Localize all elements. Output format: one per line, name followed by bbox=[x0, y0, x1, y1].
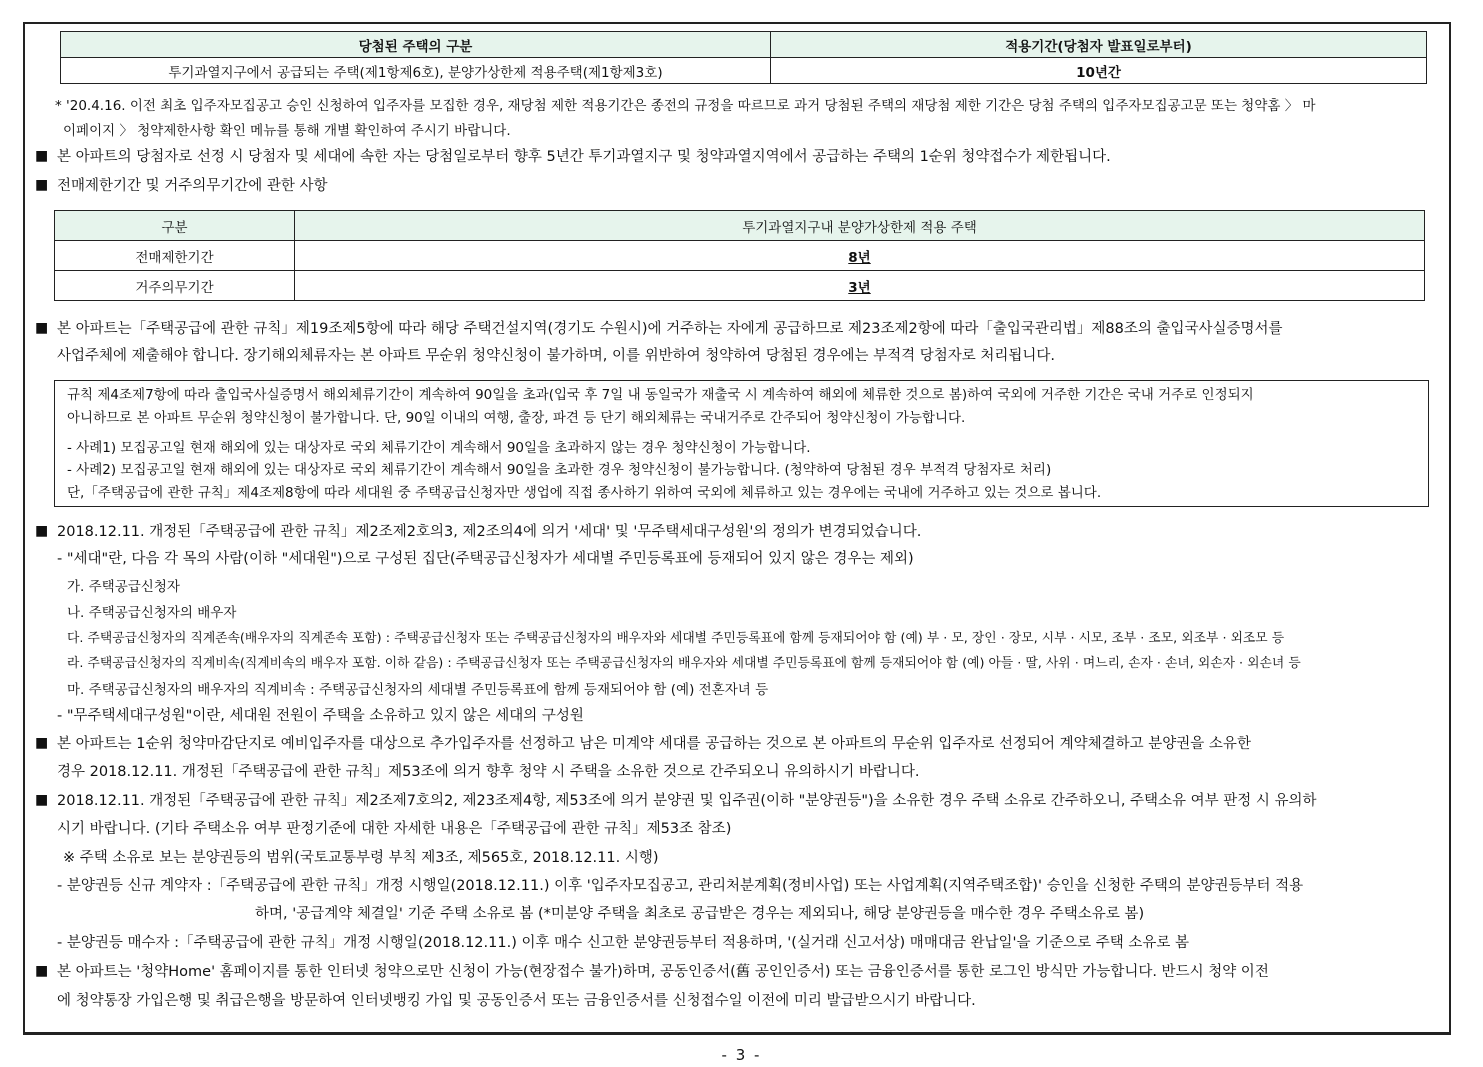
paragraph-p1: 본 아파트의 당첨자로 선정 시 당첨자 및 세대에 속한 자는 당첨일로부터 향후 5년간 투기과열지구 및 청약과열지역에서 공급하는 주택의 1순위 청약접수가 제한됩니다. bbox=[57, 149, 1111, 165]
table2-header-housing: 투기과열지구내 분양가상한제 적용 주택 bbox=[295, 211, 1425, 241]
p4-sub-nonowner: - "무주택세대구성원"이란, 세대원 전원이 주택을 소유하고 있지 않은 세대의 구성원 bbox=[57, 708, 584, 724]
paragraph-p2: 전매제한기간 및 거주의무기간에 관한 사항 bbox=[57, 178, 328, 194]
bullet-p6: ■ bbox=[35, 792, 49, 808]
table-row bbox=[55, 271, 1425, 301]
table2-header-category: 구분 bbox=[55, 211, 295, 241]
table1-header-period: 적용기간(당첨자 발표일로부터) bbox=[771, 32, 1427, 58]
paragraph-p5-line1: 본 아파트는 1순위 청약마감단지로 예비입주자를 대상으로 추가입주자를 선정하고 남은 미계약 세대를 공급하는 것으로 본 아파트의 무순위 입주자로 선정되어 계약체결하고 분양권을 소유한 bbox=[57, 736, 1251, 752]
p4-sub-ma: 마. 주택공급신청자의 배우자의 직계비속 : 주택공급신청자의 세대별 주민등록표에 함께 등재되어야 함 (예) 전혼자녀 등 bbox=[67, 682, 769, 698]
table1-cell-category: 투기과열지구에서 공급되는 주택(제1항제6호), 분양가상한제 적용주택(제1항제3호) bbox=[61, 58, 771, 84]
table2-cell-resale-label: 전매제한기간 bbox=[55, 241, 295, 271]
paragraph-p6-line1: 2018.12.11. 개정된「주택공급에 관한 규칙」제2조제7호의2, 제23조제4항, 제53조에 의거 분양권 및 입주권(이하 "분양권등")을 소유한 경우 주택 소유로 간주하오니, 주택소유 여부 판정 시 유의하 bbox=[57, 793, 1317, 809]
paragraph-p5-line2: 경우 2018.12.11. 개정된「주택공급에 관한 규칙」제53조에 의거 향후 청약 시 주택을 소유한 것으로 간주되오니 유의하시기 바랍니다. bbox=[57, 764, 920, 780]
p4-sub-household: - "세대"란, 다음 각 목의 사람(이하 "세대원")으로 구성된 집단(주택공급신청자가 세대별 주민등록표에 등재되어 있지 않은 경우는 제외) bbox=[57, 551, 914, 567]
paragraph-p6-line2: 시기 바랍니다. (기타 주택소유 여부 판정기준에 대한 자세한 내용은「주택공급에 관한 규칙」제53조 참조) bbox=[57, 821, 732, 837]
resale-residence-table bbox=[54, 210, 1425, 301]
box-line5: 단,「주택공급에 관한 규칙」제4조제8항에 따라 세대원 중 주택공급신청자만 생업에 직접 종사하기 위하여 국외에 체류하고 있는 경우에는 국내에 거주하고 있는 것으로 봅니다. bbox=[67, 485, 1102, 501]
bullet-p7: ■ bbox=[35, 963, 49, 979]
bullet-p5: ■ bbox=[35, 735, 49, 751]
p4-sub-da: 다. 주택공급신청자의 직계존속(배우자의 직계존속 포함) : 주택공급신청자 또는 주택공급신청자의 배우자와 세대별 주민등록표에 함께 등재되어야 함 (예) 부 · 모, 장인 · 장모, 시부 · 시모, 조부 · 조모, 외조부 · 외조모 등 bbox=[67, 631, 1285, 646]
p4-sub-ga: 가. 주택공급신청자 bbox=[67, 579, 180, 595]
paragraph-p7-line1: 본 아파트는 '청약Home' 홈페이지를 통한 인터넷 청약으로만 신청이 가능(현장접수 불가)하며, 공동인증서(舊 공인인증서) 또는 금융인증서를 통한 로그인 방식만 가능합니다. 반드시 청약 이전 bbox=[57, 964, 1269, 980]
table2-cell-residence-value: 3년 bbox=[295, 271, 1425, 301]
bullet-p4: ■ bbox=[35, 523, 49, 539]
box-line2: 아니하므로 본 아파트 무순위 청약신청이 불가합니다. 단, 90일 이내의 여행, 출장, 파견 등 단기 해외체류는 국내거주로 간주되어 청약신청이 가능합니다. bbox=[67, 410, 966, 426]
bullet-p2: ■ bbox=[35, 177, 49, 193]
p4-sub-ra: 라. 주택공급신청자의 직계비속(직계비속의 배우자 포함. 이하 같음) : 주택공급신청자 또는 주택공급신청자의 배우자와 세대별 주민등록표에 함께 등재되어야 함 (예) 아들 · 딸, 사위 · 며느리, 손자 · 손녀, 외손자 · 외손녀 등 bbox=[67, 656, 1301, 671]
bullet-p3: ■ bbox=[35, 320, 49, 336]
document-frame bbox=[23, 22, 1451, 1035]
p6-sub-scope: ※ 주택 소유로 보는 분양권등의 범위(국토교통부령 부칙 제3조, 제565호, 2018.12.11. 시행) bbox=[63, 850, 659, 866]
table-row bbox=[55, 241, 1425, 271]
paragraph-p4: 2018.12.11. 개정된「주택공급에 관한 규칙」제2조제2호의3, 제2조의4에 의거 '세대' 및 '무주택세대구성원'의 정의가 변경되었습니다. bbox=[57, 524, 922, 540]
page-number: - 3 - bbox=[721, 1046, 762, 1064]
p6-sub-new-contract-line2: 하며, '공급계약 체결일' 기준 주택 소유로 봄 (*미분양 주택을 최초로 공급받은 경우는 제외되나, 해당 분양권등을 매수한 경우 주택소유로 봄) bbox=[255, 906, 1145, 922]
p6-sub-buyer: - 분양권등 매수자 :「주택공급에 관한 규칙」개정 시행일(2018.12.11.) 이후 매수 신고한 분양권등부터 적용하며, '(실거래 신고서상) 매매대금 완납일'을 기준으로 주택 소유로 봄 bbox=[57, 935, 1189, 951]
table2-cell-residence-label: 거주의무기간 bbox=[55, 271, 295, 301]
note1-line1: * '20.4.16. 이전 최초 입주자모집공고 승인 신청하여 입주자를 모집한 경우, 재당첨 제한 적용기간은 종전의 규정을 따르므로 과거 당첨된 주택의 재당첨 제한 기간은 당첨 주택의 입주자모집공고문 또는 청약홈 〉 마 bbox=[55, 98, 1316, 114]
table1-header-category: 당첨된 주택의 구분 bbox=[61, 32, 771, 58]
paragraph-p3-line2: 사업주체에 제출해야 합니다. 장기해외체류자는 본 아파트 무순위 청약신청이 불가하며, 이를 위반하여 청약하여 당첨된 경우에는 부적격 당첨자로 처리됩니다. bbox=[57, 348, 1056, 364]
table2-cell-resale-value: 8년 bbox=[295, 241, 1425, 271]
box-line4: - 사례2) 모집공고일 현재 해외에 있는 대상자로 국외 체류기간이 계속해서 90일을 초과한 경우 청약신청이 불가능합니다. (청약하여 당첨된 경우 부적격 당첨자로 처리) bbox=[67, 462, 1052, 478]
rewinning-restriction-table bbox=[60, 31, 1427, 84]
overseas-stay-box bbox=[54, 380, 1429, 507]
paragraph-p7-line2: 에 청약통장 가입은행 및 취급은행을 방문하여 인터넷뱅킹 가입 및 공동인증서 또는 금융인증서를 신청접수일 이전에 미리 발급받으시기 바랍니다. bbox=[57, 993, 976, 1009]
bullet-p1: ■ bbox=[35, 148, 49, 164]
paragraph-p3-line1: 본 아파트는「주택공급에 관한 규칙」제19조제5항에 따라 해당 주택건설지역(경기도 수원시)에 거주하는 자에게 공급하므로 제23조제2항에 따라「출입국관리법」제88조의 출입국사실증명서를 bbox=[57, 321, 1283, 337]
note1-line2: 이페이지 〉 청약제한사항 확인 메뉴를 통해 개별 확인하여 주시기 바랍니다. bbox=[63, 123, 511, 139]
box-line3: - 사례1) 모집공고일 현재 해외에 있는 대상자로 국외 체류기간이 계속해서 90일을 초과하지 않는 경우 청약신청이 가능합니다. bbox=[67, 440, 811, 456]
box-line1: 규칙 제4조제7항에 따라 출입국사실증명서 해외체류기간이 계속하여 90일을 초과(입국 후 7일 내 동일국가 재출국 시 계속하여 해외에 체류한 것으로 봄)하여 국외에 거주한 기간은 국내 거주로 인정되지 bbox=[67, 387, 1254, 403]
p6-sub-new-contract-line1: - 분양권등 신규 계약자 :「주택공급에 관한 규칙」개정 시행일(2018.12.11.) 이후 '입주자모집공고, 관리처분계획(정비사업) 또는 사업계획(지역주택조합)' 승인을 신청한 주택의 분양권등부터 적용 bbox=[57, 878, 1304, 894]
table1-cell-period: 10년간 bbox=[771, 58, 1427, 84]
p4-sub-na: 나. 주택공급신청자의 배우자 bbox=[67, 605, 237, 621]
